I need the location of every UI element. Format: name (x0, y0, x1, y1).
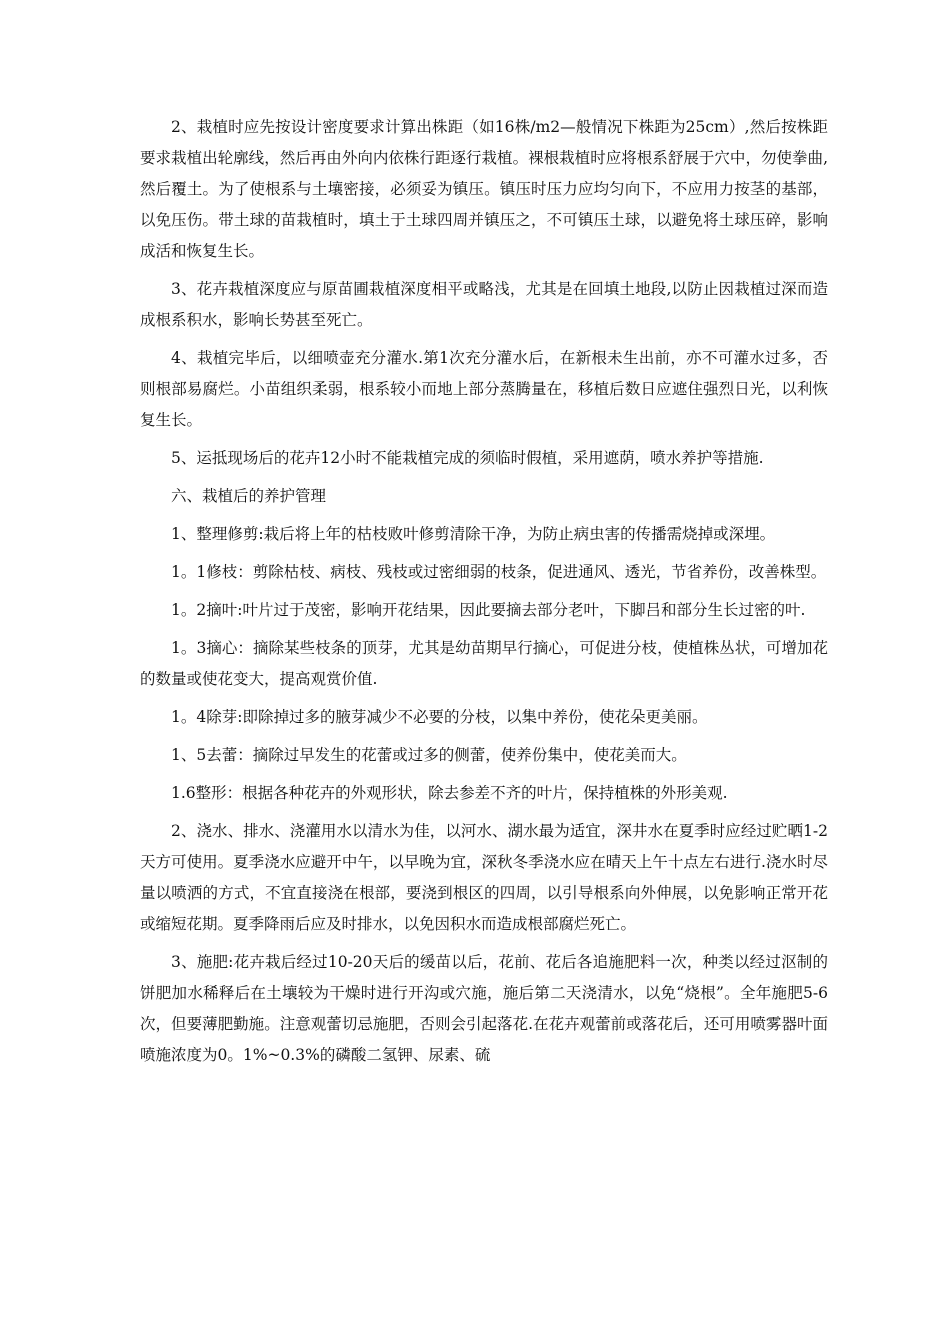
paragraph-branch-trimming: 1。1修枝：剪除枯枝、病枝、残枝或过密细弱的枝条，促进通风、透光，节省养份，改善株型。 (171, 563, 827, 581)
paragraph-shaping: 1.6整形：根据各种花卉的外观形状，除去参差不齐的叶片，保持植株的外形美观. (171, 784, 728, 802)
paragraph-watering-after-planting: 4、栽植完毕后，以细喷壶充分灌水.第1次充分灌水后，在新根未生出前，亦不可灌水过多，否则根部易腐烂。小苗组织柔弱，根系较小而地上部分蒸腾量在，移植后数日应遮住强烈日光，以利恢复生长。 (140, 349, 828, 429)
paragraph-fertilizing: 3、施肥:花卉栽后经过10-20天后的缓苗以后，花前、花后各追施肥料一次，种类以经过沤制的饼肥加水稀释后在土壤较为干燥时进行开沟或穴施，施后第二天浇清水，以免“烧根”。全年施肥5-6次，但要薄肥勤施。注意观蕾切忌施肥，否则会引起落花.在花卉观蕾前或落花后，还可用喷雾器叶面喷施浓度为0。1%~0.3%的磷酸二氢钾、尿素、硫 (140, 953, 828, 1064)
paragraph-pruning: 1、整理修剪:栽后将上年的枯枝败叶修剪清除干净，为防止病虫害的传播需烧掉或深埋。 (171, 525, 776, 543)
paragraph-flower-bud-thinning: 1、5去蕾：摘除过早发生的花蕾或过多的侧蕾，使养份集中，使花美而大。 (171, 746, 687, 764)
paragraph-planting-spacing: 2、栽植时应先按设计密度要求计算出株距（如16株/m2—般情况下株距为25cm）,然后按株距要求栽植出轮廓线，然后再由外向内依株行距逐行栽植。裸根栽植时应将根系舒展于穴中，勿使拳曲,然后覆土。为了使根系与土壤密接，必须妥为镇压。镇压时压力应均匀向下，不应用力按茎的基部，以免压伤。带土球的苗栽植时，填土于土球四周并镇压之，不可镇压土球，以避免将土球压碎，影响成活和恢复生长。 (140, 118, 828, 260)
paragraph-planting-depth: 3、花卉栽植深度应与原苗圃栽植深度相平或略浅，尤其是在回填土地段,以防止因栽植过深而造成根系积水，影响长势甚至死亡。 (140, 280, 828, 329)
section-heading-maintenance: 六、栽植后的养护管理 (171, 487, 327, 505)
document-page (140, 112, 828, 1078)
paragraph-temporary-planting: 5、运抵现场后的花卉12小时不能栽植完成的须临时假植，采用遮荫，喷水养护等措施. (171, 449, 764, 467)
paragraph-bud-removal: 1。4除芽:即除掉过多的腋芽减少不必要的分枝，以集中养份，使花朵更美丽。 (171, 708, 708, 726)
paragraph-leaf-removal: 1。2摘叶:叶片过于茂密，影响开花结果，因此要摘去部分老叶，下脚吕和部分生长过密的叶. (171, 601, 806, 619)
paragraph-pinching: 1。3摘心：摘除某些枝条的顶芽，尤其是幼苗期早行摘心，可促进分枝，使植株丛状，可增加花的数量或使花变大，提高观赏价值. (140, 639, 828, 688)
paragraph-watering-drainage: 2、浇水、排水、浇灌用水以清水为佳，以河水、湖水最为适宜，深井水在夏季时应经过贮晒1-2天方可使用。夏季浇水应避开中午，以早晚为宜，深秋冬季浇水应在晴天上午十点左右进行.浇水时尽量以喷洒的方式，不宜直接浇在根部，要浇到根区的四周，以引导根系向外伸展，以免影响正常开花或缩短花期。夏季降雨后应及时排水，以免因积水而造成根部腐烂死亡。 (140, 822, 828, 933)
